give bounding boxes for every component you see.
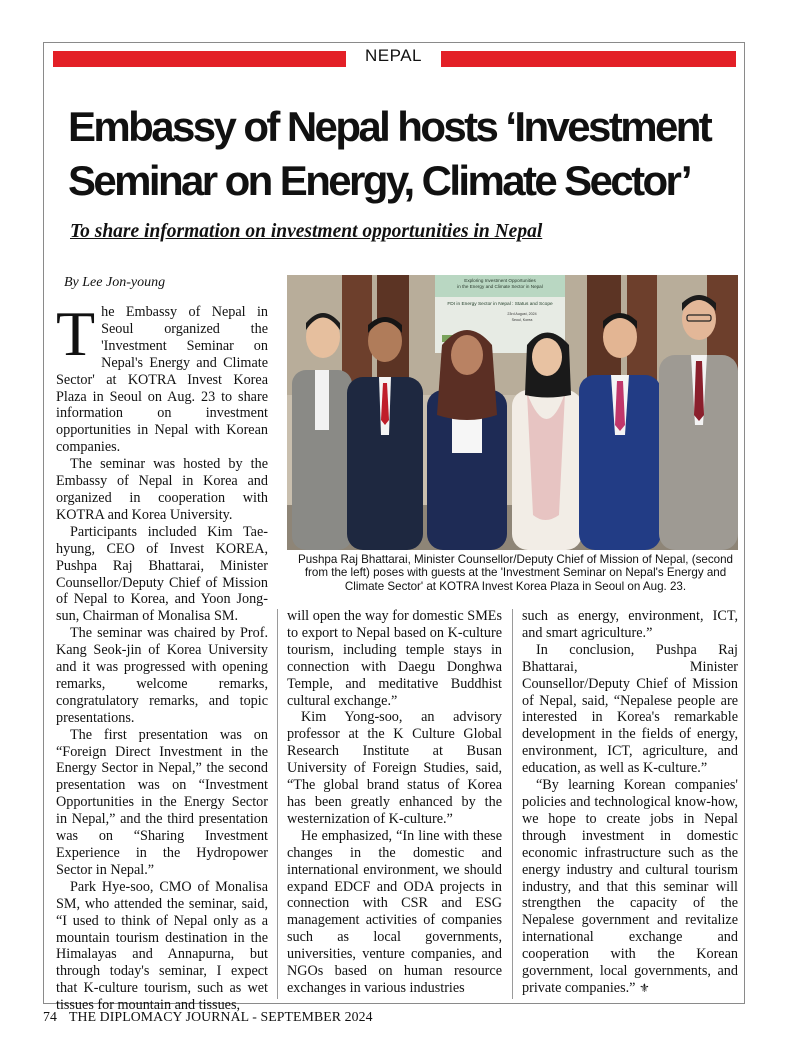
paragraph: such as energy, environment, ICT, and smart agriculture.” xyxy=(522,608,738,641)
drop-cap: T xyxy=(56,298,96,369)
section-label: NEPAL xyxy=(365,46,422,65)
paragraph: Kim Yong-soo, an advisory professor at the K Culture Global Research Institute at Busan University of Foreign Studies, said, “The global brand status of Korea has been greatly enhanced by the westernization of K-culture.” xyxy=(287,709,502,827)
publication-name: THE DIPLOMACY JOURNAL - SEPTEMBER 2024 xyxy=(69,1009,373,1024)
paragraph: The seminar was hosted by the Embassy of Nepal in Korea and organized in cooperation with KOTRA and Korea University. xyxy=(56,456,268,523)
column-divider xyxy=(512,609,513,999)
event-photo xyxy=(287,275,738,550)
page-number: 74 xyxy=(43,1009,57,1024)
end-ornament-icon: ⚜ xyxy=(639,980,650,995)
article-column-3 xyxy=(522,608,738,997)
article-frame xyxy=(43,42,745,1014)
paragraph: Participants included Kim Tae-hyung, CEO of Invest KOREA, Pushpa Raj Bhattarai, Minister Counsellor/Deputy Chief of Mission of Nepal to Korea, and Yoon Jong-sun, Chairman of Monalisa SM. xyxy=(56,523,268,625)
subheadline: To share information on investment opportunities in Nepal xyxy=(70,221,543,242)
section-bar-left xyxy=(53,51,346,67)
page-footer xyxy=(43,1009,373,1025)
paragraph: In conclusion, Pushpa Raj Bhattarai, Minister Counsellor/Deputy Chief of Mission of Nepal, said, “Nepalese people are interested in Korea's remarkable development in the fields of energy, environment, ICT, agriculture, and education, as well as K-culture.” xyxy=(522,641,738,777)
article-column-2 xyxy=(287,608,502,997)
paragraph: The first presentation was on “Foreign Direct Investment in the Energy Sector in Nepal,” the second presentation was on “Investment Opportunities in the Energy Sector in Nepal,” and the third presentation was on “Sharing Investment Experience in the Hydropower Sector in Nepal.” xyxy=(56,726,268,878)
section-bar-right xyxy=(441,51,736,67)
paragraph: He emphasized, “In line with these changes in the domestic and international environment, we should expand EDCF and ODA projects in connection with CSR and ESG management activities of companies such as local governments, universities, venture companies, and NGOs based on human resource exchanges in various industries xyxy=(287,827,502,996)
paragraph: will open the way for domestic SMEs to export to Nepal based on K-culture tourism, including temple stays in connection with Daegu Donghwa Temple, and meditative Buddhist cultural exchange.” xyxy=(287,608,502,709)
slide-title-line-2: in the Energy and Climate Sector in Nepal xyxy=(457,284,543,289)
headline: Embassy of Nepal hosts ‘Investment Seminar on Energy, Climate Sector’ xyxy=(68,103,711,204)
article-column-1 xyxy=(56,298,268,1014)
paragraph: “By learning Korean companies' policies and technological know-how, we hope to create jobs in Nepal through investment in domestic economic infrastructure such as the energy industry and cultural tourism industry, and that this seminar will strengthen the capacity of the Nepalese government and revitalize international exchange and cooperation with the Korean government, local governments, and private companies.” ⚜ xyxy=(522,777,738,996)
slide-heading: FDI in Energy Sector in Nepal : Status and Scope xyxy=(447,302,553,307)
byline: By Lee Jon-young xyxy=(64,275,166,290)
slide-title-line-1: Exploring Investment Opportunities xyxy=(464,278,536,283)
slide-date: 23rd August, 2024 xyxy=(507,312,537,316)
column-divider xyxy=(277,609,278,999)
paragraph: The seminar was chaired by Prof. Kang Seok-jin of Korea University and it was progressed with opening remarks, welcome remarks, congratulatory remarks, and topic presentations. xyxy=(56,625,268,726)
photo-caption: Pushpa Raj Bhattarai, Minister Counsellor/Deputy Chief of Mission of Nepal, (second from the left) poses with guests at the 'Investment Seminar on Nepal's Energy and Climate Sector' at KOTRA Invest Korea Plaza in Seoul on Aug. 23. xyxy=(298,553,733,593)
paragraph: Park Hye-soo, CMO of Monalisa SM, who attended the seminar, said, “I used to think of Nepal only as a mountain tourism destination in the Himalayas and Annapurna, but through today's seminar, I expect that K-culture tourism, such as wet tissues for mountain and tissues, xyxy=(56,878,268,1014)
paragraph: The Embassy of Nepal in Seoul organized the 'Investment Seminar on Nepal's Energy and Climate Sector' at KOTRA Invest Korea Plaza in Seoul on Aug. 23 to share information on investment opportunities in Nepal with Korean companies. xyxy=(56,298,268,456)
slide-location: Seoul, Korea xyxy=(511,318,533,322)
